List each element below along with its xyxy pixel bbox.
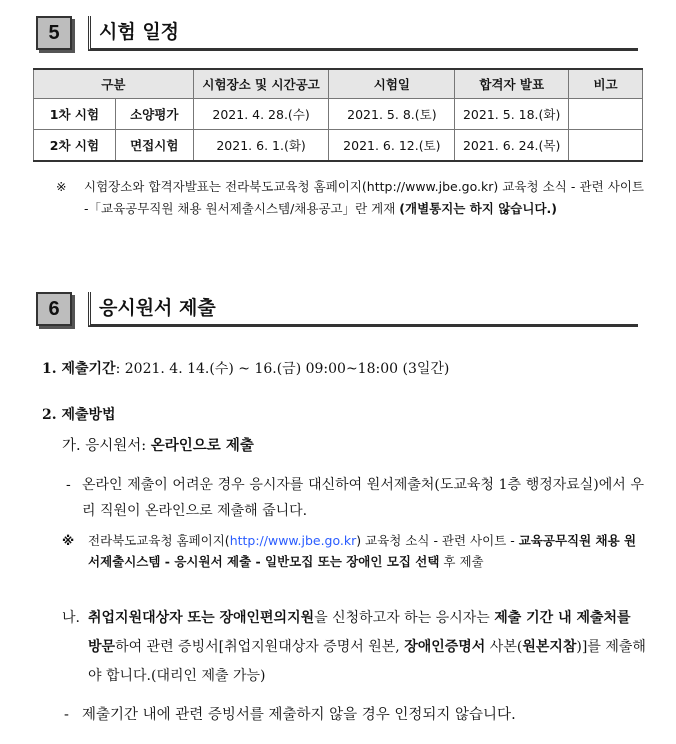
row-remarks (569, 130, 643, 162)
schedule-note (56, 176, 644, 220)
special-applicant-note (62, 604, 646, 691)
header-category: 구분 (34, 69, 194, 99)
na-text-1: 을 신청하고자 하는 응시자는 (314, 610, 495, 626)
submission-method-label: 2. 제출방법 (42, 407, 116, 423)
exam-schedule-table (33, 68, 643, 162)
row-notice-date: 2021. 6. 1.(화) (193, 130, 329, 162)
header-result-date: 합격자 발표 (455, 69, 569, 99)
table-row (34, 99, 643, 130)
section-6-title: 응시원서 제출 (88, 292, 638, 327)
na-bold-4: 원본지참 (522, 639, 577, 655)
table-row (34, 130, 643, 162)
header-exam-date: 시험일 (329, 69, 455, 99)
section-5-title: 시험 일정 (88, 16, 638, 51)
row-exam-date: 2021. 5. 8.(토) (329, 99, 455, 130)
dash-mark: - (66, 477, 71, 493)
row-type: 소양평가 (115, 99, 193, 130)
row-result-date: 2021. 5. 18.(화) (455, 99, 569, 130)
row-notice-date: 2021. 4. 28.(수) (193, 99, 329, 130)
homepage-note (62, 530, 642, 572)
submission-period-value: : 2021. 4. 14.(수) ~ 16.(금) 09:00~18:00 (3일간) (115, 361, 450, 377)
header-remarks: 비고 (569, 69, 643, 99)
submission-period (42, 358, 449, 378)
homepage-link[interactable]: http://www.jbe.go.kr (229, 533, 357, 548)
application-form-online: 온라인으로 제출 (150, 437, 254, 454)
dash-mark: - (64, 707, 69, 723)
schedule-note-text: 시험장소와 합격자발표는 전라북도교육청 홈페이지(http://www.jbe.go.kr) 교육청 소식 - 관련 사이트 -「교육공무직원 채용 원서제출시스템/채용공고」란 게재 (84, 179, 644, 216)
row-stage: 1차 시험 (34, 99, 116, 130)
online-assist-note (66, 472, 644, 524)
section-number-6: 6 (36, 292, 72, 326)
homepage-note-end: 후 제출 (439, 554, 484, 569)
homepage-note-path: 교육공무직원 채용 원서제출시스템 - 응시원서 제출 - 일반모집 또는 장애인 모집 선택 (88, 533, 637, 569)
deadline-warning (64, 702, 644, 728)
header-notice: 시험장소 및 시간공고 (193, 69, 329, 99)
homepage-note-mid: ) 교육청 소식 - 관련 사이트 - (356, 533, 519, 548)
row-result-date: 2021. 6. 24.(목) (455, 130, 569, 162)
section-5-header (36, 16, 638, 50)
row-type: 면접시험 (115, 130, 193, 162)
row-remarks (569, 99, 643, 130)
na-text-2: 하여 관련 증빙서[취업지원대상자 증명서 원본, (115, 639, 405, 655)
homepage-note-pre: 전라북도교육청 홈페이지( (88, 533, 230, 548)
schedule-note-bold: (개별통지는 하지 않습니다.) (399, 201, 557, 216)
table-header-row (34, 69, 643, 99)
submission-period-label: 1. 제출기간 (42, 361, 116, 377)
item-na-mark: 나. (62, 610, 80, 626)
na-text-3: 사본( (485, 639, 523, 655)
online-assist-text: 온라인 제출이 어려운 경우 응시자를 대신하여 원서제출처(도교육청 1층 행정자료실)에서 우리 직원이 온라인으로 제출해 줍니다. (82, 477, 644, 519)
section-number-5: 5 (36, 16, 72, 50)
na-bold-2: 제출 기간 내 제출처를 방문 (88, 610, 631, 655)
row-exam-date: 2021. 6. 12.(토) (329, 130, 455, 162)
reference-mark: ※ (56, 179, 67, 194)
application-form-prefix: 가. 응시원서: (62, 438, 151, 454)
deadline-warning-text: 제출기간 내에 관련 증빙서를 제출하지 않을 경우 인정되지 않습니다. (82, 707, 516, 723)
na-bold-3: 장애인증명서 (404, 639, 486, 655)
na-text-4: )]를 제출해야 합니다.(대리인 제출 가능) (88, 639, 646, 684)
row-stage: 2차 시험 (34, 130, 116, 162)
section-6-header (36, 292, 638, 326)
application-form-line (62, 434, 254, 455)
na-bold-1: 취업지원대상자 또는 장애인편의지원 (88, 610, 315, 626)
reference-mark: ※ (62, 533, 75, 548)
